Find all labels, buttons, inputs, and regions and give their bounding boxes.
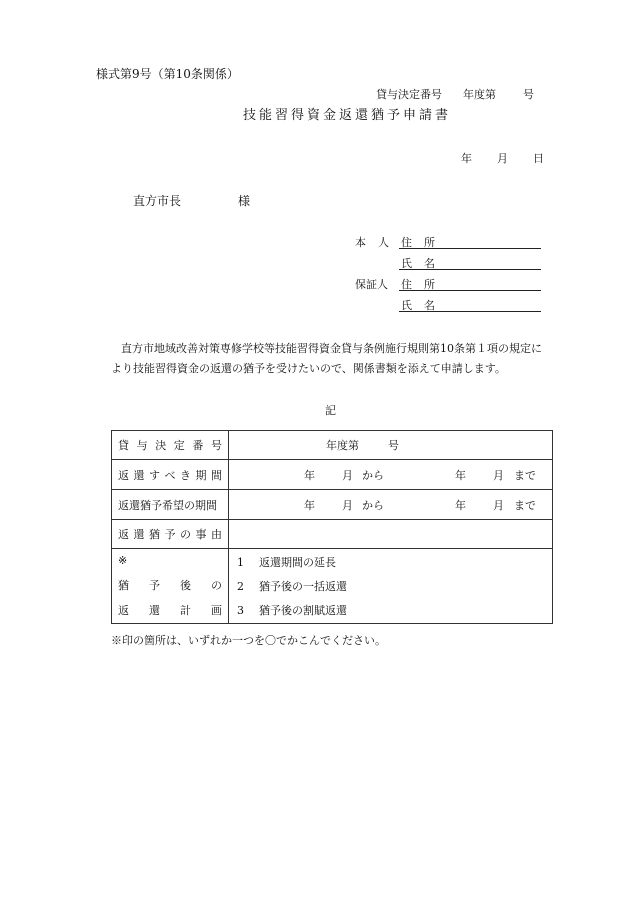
reason-cell-value[interactable] <box>229 520 553 549</box>
decision-number-header <box>376 88 534 102</box>
plan-option-2[interactable]: 2 猶予後の一括返還 <box>237 580 347 593</box>
plan-option-1[interactable]: 1 返還期間の延長 <box>237 556 336 569</box>
applicant-name-label: 氏 名 <box>401 257 435 270</box>
footnote: ※印の箇所は、いずれか一つを〇でかこんでください。 <box>111 634 386 647</box>
table-row-reason <box>112 520 553 549</box>
addressee-honorific: 様 <box>238 194 251 208</box>
ki-heading: 記 <box>325 404 336 417</box>
guarantor-address-label: 住 所 <box>401 278 435 291</box>
body-line-1: 直方市地域改善対策専修学校等技能習得資金貸与条例施行規則第10条第１項の規定に <box>121 342 542 355</box>
guarantor-address-line <box>399 290 541 291</box>
reason-cell-label: 返 還 猶 予 の 事 由 <box>112 520 229 549</box>
table-row-due-period <box>112 460 553 490</box>
desired-period-cell-value[interactable]: 年 月 から 年 月 まで <box>229 490 553 520</box>
document-title: 技能習得資金返還猶予申請書 <box>243 108 452 123</box>
applicant-self-label: 本 人 <box>355 236 389 249</box>
table-row-desired-period <box>112 490 553 520</box>
decision-number-year: 年度第 <box>463 88 496 101</box>
plan-mark: ※ <box>118 554 128 567</box>
plan-label-row-3: 返 還 計 画 <box>118 604 222 617</box>
due-period-cell-label: 返 還 す べ き 期 間 <box>112 460 229 490</box>
guarantor-label: 保証人 <box>355 278 388 291</box>
date-day: 日 <box>533 152 544 165</box>
decision-number-suffix: 号 <box>523 88 534 101</box>
application-table <box>111 430 553 624</box>
guarantor-name-line <box>399 311 541 312</box>
guarantor-name-label: 氏 名 <box>401 299 435 312</box>
plan-option-3[interactable]: 3 猶予後の割賦返還 <box>237 604 347 617</box>
repayment-plan-cell-options <box>229 549 553 624</box>
desired-period-cell-label: 返還猶予希望の期間 <box>112 490 229 520</box>
decision-number-cell-label: 貸 与 決 定 番 号 <box>112 431 229 460</box>
table-row-repayment-plan <box>112 549 553 624</box>
table-row-decision-number <box>112 431 553 460</box>
repayment-plan-cell-label <box>112 549 229 624</box>
due-period-cell-value[interactable]: 年 月 から 年 月 まで <box>229 460 553 490</box>
applicant-address-line <box>399 248 541 249</box>
plan-label-row-2: 猶 予 後 の <box>118 578 222 592</box>
body-line-2: より技能習得資金の返還の猶予を受けたいので、関係書類を添えて申請します。 <box>111 362 506 375</box>
decision-number-cell-value[interactable]: 年度第 号 <box>229 431 553 460</box>
date-month: 月 <box>497 152 508 165</box>
decision-number-label: 貸与決定番号 <box>376 88 442 101</box>
date-year: 年 <box>461 152 472 165</box>
form-number: 様式第9号（第10条関係） <box>96 67 239 81</box>
applicant-address-label: 住 所 <box>401 236 435 249</box>
applicant-name-line <box>399 269 541 270</box>
addressee-name: 直方市長 <box>133 194 182 208</box>
